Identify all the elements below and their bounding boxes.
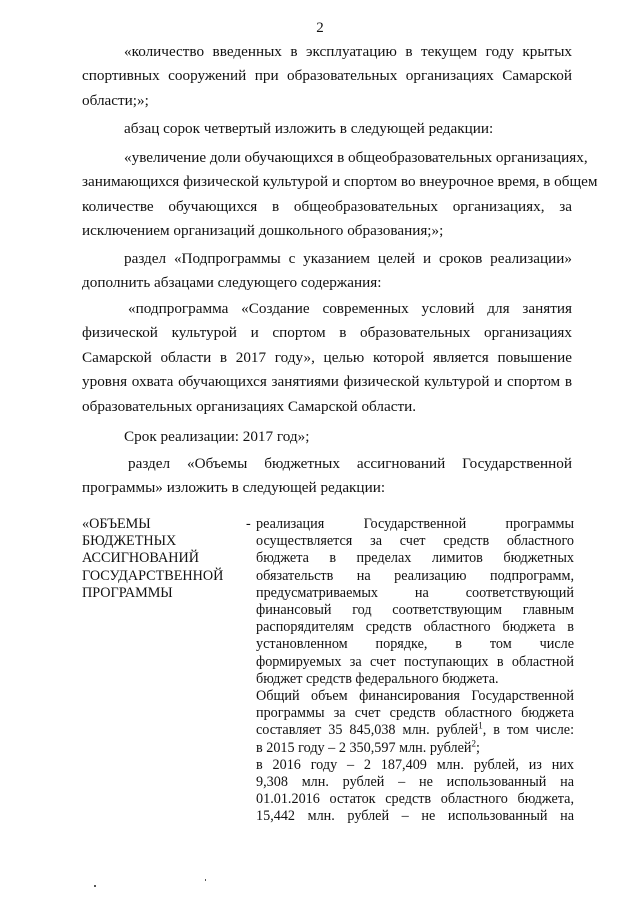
content-line: Общий объем финансирования Государственной: [256, 688, 574, 705]
scan-speck: [94, 885, 96, 887]
content-line: [256, 737, 574, 757]
footnote-marker: 1: [478, 720, 483, 731]
content-line: реализация Государственной программы: [256, 516, 574, 532]
content-line: осуществляется за счет средств областного: [256, 533, 574, 550]
text-line: исключением организаций дошкольного образования;»;: [82, 222, 444, 240]
content-line: 9,308 млн. рублей – не использованный на: [256, 774, 574, 791]
text-line: количестве обучающихся в общеобразовательных организациях, за: [82, 197, 572, 215]
scan-speck: [205, 879, 206, 881]
paragraph: [82, 117, 572, 141]
footnote-marker: 2: [471, 737, 477, 748]
table-section-title: [82, 516, 242, 602]
paragraph: [82, 40, 572, 113]
text-line: спортивных сооружений при образовательных организациях Самарской: [82, 67, 572, 85]
text-line: абзац сорок четвертый изложить в следующей редакции:: [124, 120, 494, 137]
content-fragment: , в том числе:: [482, 722, 575, 739]
content-line: предусматриваемых на соответствующий: [256, 584, 574, 601]
content-line: формируемых за счет поступающих в областной: [256, 653, 574, 670]
content-line: установленном порядке, в том числе: [256, 636, 574, 653]
content-line: финансовый год соответствующим главным: [256, 602, 574, 619]
content-line: распорядителям средств областного бюджета в: [256, 619, 574, 636]
content-line: обязательств на реализацию подпрограмм,: [256, 567, 574, 584]
section-title-line: БЮДЖЕТНЫХ: [82, 533, 177, 550]
text-line: Самарской области в 2017 году», целью которой является повышение: [82, 348, 572, 366]
paragraph: [82, 425, 572, 449]
content-fragment: ;: [476, 739, 480, 756]
section-title-line: «ОБЪЕМЫ: [82, 516, 151, 532]
text-line: «количество введенных в эксплуатацию в текущем году крытых: [124, 43, 572, 60]
content-line: бюджета в пределах лимитов бюджетных: [256, 550, 574, 567]
page-number: 2: [316, 20, 324, 36]
text-line: «подпрограмма «Создание современных условий для занятия: [128, 300, 572, 317]
text-line: области;»;: [82, 91, 149, 109]
text-line: «увеличение доли обучающихся в общеобразовательных организациях,: [124, 149, 588, 166]
text-line: физической культурой и спортом в образовательных организациях: [82, 324, 572, 342]
text-line: раздел «Объемы бюджетных ассигнований Государственной: [128, 455, 572, 472]
text-line: образовательных организациях Самарской области.: [82, 397, 417, 415]
table-section-content: [256, 516, 574, 826]
content-line: [256, 722, 574, 739]
text-line: дополнить абзацами следующего содержания:: [82, 274, 382, 292]
text-line: программы» изложить в следующей редакции:: [82, 479, 386, 497]
paragraph: [82, 297, 572, 419]
content-line: 15,442 млн. рублей – не использованный на: [256, 808, 574, 825]
content-line: программы за счет средств областного бюджета: [256, 705, 574, 722]
content-line: в 2016 году – 2 187,409 млн. рублей, из них: [256, 756, 574, 773]
paragraph: [82, 452, 572, 501]
text-line: уровня охвата обучающихся занятиями физической культурой и спортом в: [82, 373, 572, 391]
content-fragment: составляет 35 845,038 млн. рублей: [256, 722, 479, 739]
text-line: раздел «Подпрограммы с указанием целей и сроков реализации»: [124, 250, 572, 267]
content-line: бюджет средств федерального бюджета.: [256, 670, 499, 687]
section-title-line: ГОСУДАРСТВЕННОЙ: [82, 567, 224, 584]
paragraph: [82, 247, 572, 296]
section-title-line: АССИГНОВАНИЙ: [82, 550, 199, 567]
content-line: 01.01.2016 остаток средств областного бюджета,: [256, 791, 574, 808]
table-dash: -: [246, 516, 251, 532]
text-line: занимающихся физической культурой и спортом во внеурочное время, в общем: [82, 173, 598, 191]
section-title-line: ПРОГРАММЫ: [82, 584, 173, 601]
paragraph: [82, 146, 598, 244]
content-fragment: в 2015 году – 2 350,597 млн. рублей: [256, 739, 472, 756]
text-line: Срок реализации: 2017 год»;: [124, 428, 310, 445]
